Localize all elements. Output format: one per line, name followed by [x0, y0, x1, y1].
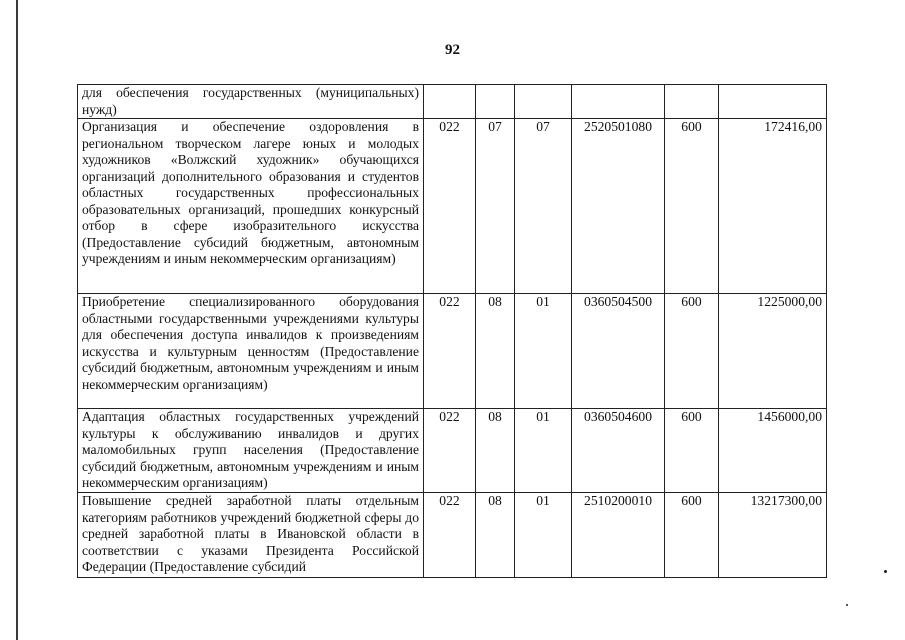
ministry-code: 022 — [424, 119, 476, 294]
page-number: 92 — [445, 42, 460, 58]
table-row — [78, 493, 827, 578]
expense-type-code: 600 — [665, 409, 719, 493]
section-code: 08 — [476, 493, 515, 578]
amount — [719, 85, 827, 119]
target-article-code: 2520501080 — [572, 119, 665, 294]
row-description: для обеспечения государственных (муниципальных) нужд) — [78, 85, 424, 119]
subsection-code — [515, 85, 572, 119]
ministry-code: 022 — [424, 493, 476, 578]
expense-type-code: 600 — [665, 493, 719, 578]
amount: 172416,00 — [719, 119, 827, 294]
table-row — [78, 119, 827, 294]
ministry-code: 022 — [424, 409, 476, 493]
ministry-code: 022 — [424, 294, 476, 409]
expense-type-code — [665, 85, 719, 119]
section-code: 08 — [476, 409, 515, 493]
subsection-code: 01 — [515, 409, 572, 493]
expense-type-code: 600 — [665, 119, 719, 294]
section-code: 08 — [476, 294, 515, 409]
target-article-code: 0360504600 — [572, 409, 665, 493]
budget-table — [77, 84, 827, 578]
target-article-code — [572, 85, 665, 119]
table-row — [78, 409, 827, 493]
subsection-code: 01 — [515, 493, 572, 578]
amount: 1225000,00 — [719, 294, 827, 409]
scan-border-line — [16, 0, 18, 640]
ministry-code — [424, 85, 476, 119]
row-description: Адаптация областных государственных учреждений культуры к обслуживанию инвалидов и других маломобильных групп населения (Предоставление субсидий бюджетным, автономным учреждениям и иным некоммерческим организациям) — [78, 409, 424, 493]
target-article-code: 2510200010 — [572, 493, 665, 578]
amount: 13217300,00 — [719, 493, 827, 578]
expense-type-code: 600 — [665, 294, 719, 409]
row-description: Организация и обеспечение оздоровления в региональном творческом лагере юных и молодых художников «Волжский художник» обучающихся организаций дополнительного образования и студентов областных государственных профессиональных образовательных организаций, прошедших конкурсный отбор в сфере изобразительного искусства (Предоставление субсидий бюджетным, автономным учреждениям и иным некоммерческим организациям) — [78, 119, 424, 294]
scan-speck — [846, 604, 848, 606]
scan-speck — [884, 570, 887, 573]
subsection-code: 01 — [515, 294, 572, 409]
section-code: 07 — [476, 119, 515, 294]
row-description: Приобретение специализированного оборудования областными государственными учреждениями культуры для обеспечения доступа инвалидов к произведениям искусства и культурным ценностям (Предоставление субсидий бюджетным, автономным учреждениям и иным некоммерческим организациям) — [78, 294, 424, 409]
subsection-code: 07 — [515, 119, 572, 294]
section-code — [476, 85, 515, 119]
table-row — [78, 85, 827, 119]
row-description: Повышение средней заработной платы отдельным категориям работников учреждений бюджетной сферы до средней заработной платы в Ивановской области в соответствии с указами Президента Российской Федерации (Предоставление субсидий — [78, 493, 424, 578]
table-row — [78, 294, 827, 409]
target-article-code: 0360504500 — [572, 294, 665, 409]
amount: 1456000,00 — [719, 409, 827, 493]
